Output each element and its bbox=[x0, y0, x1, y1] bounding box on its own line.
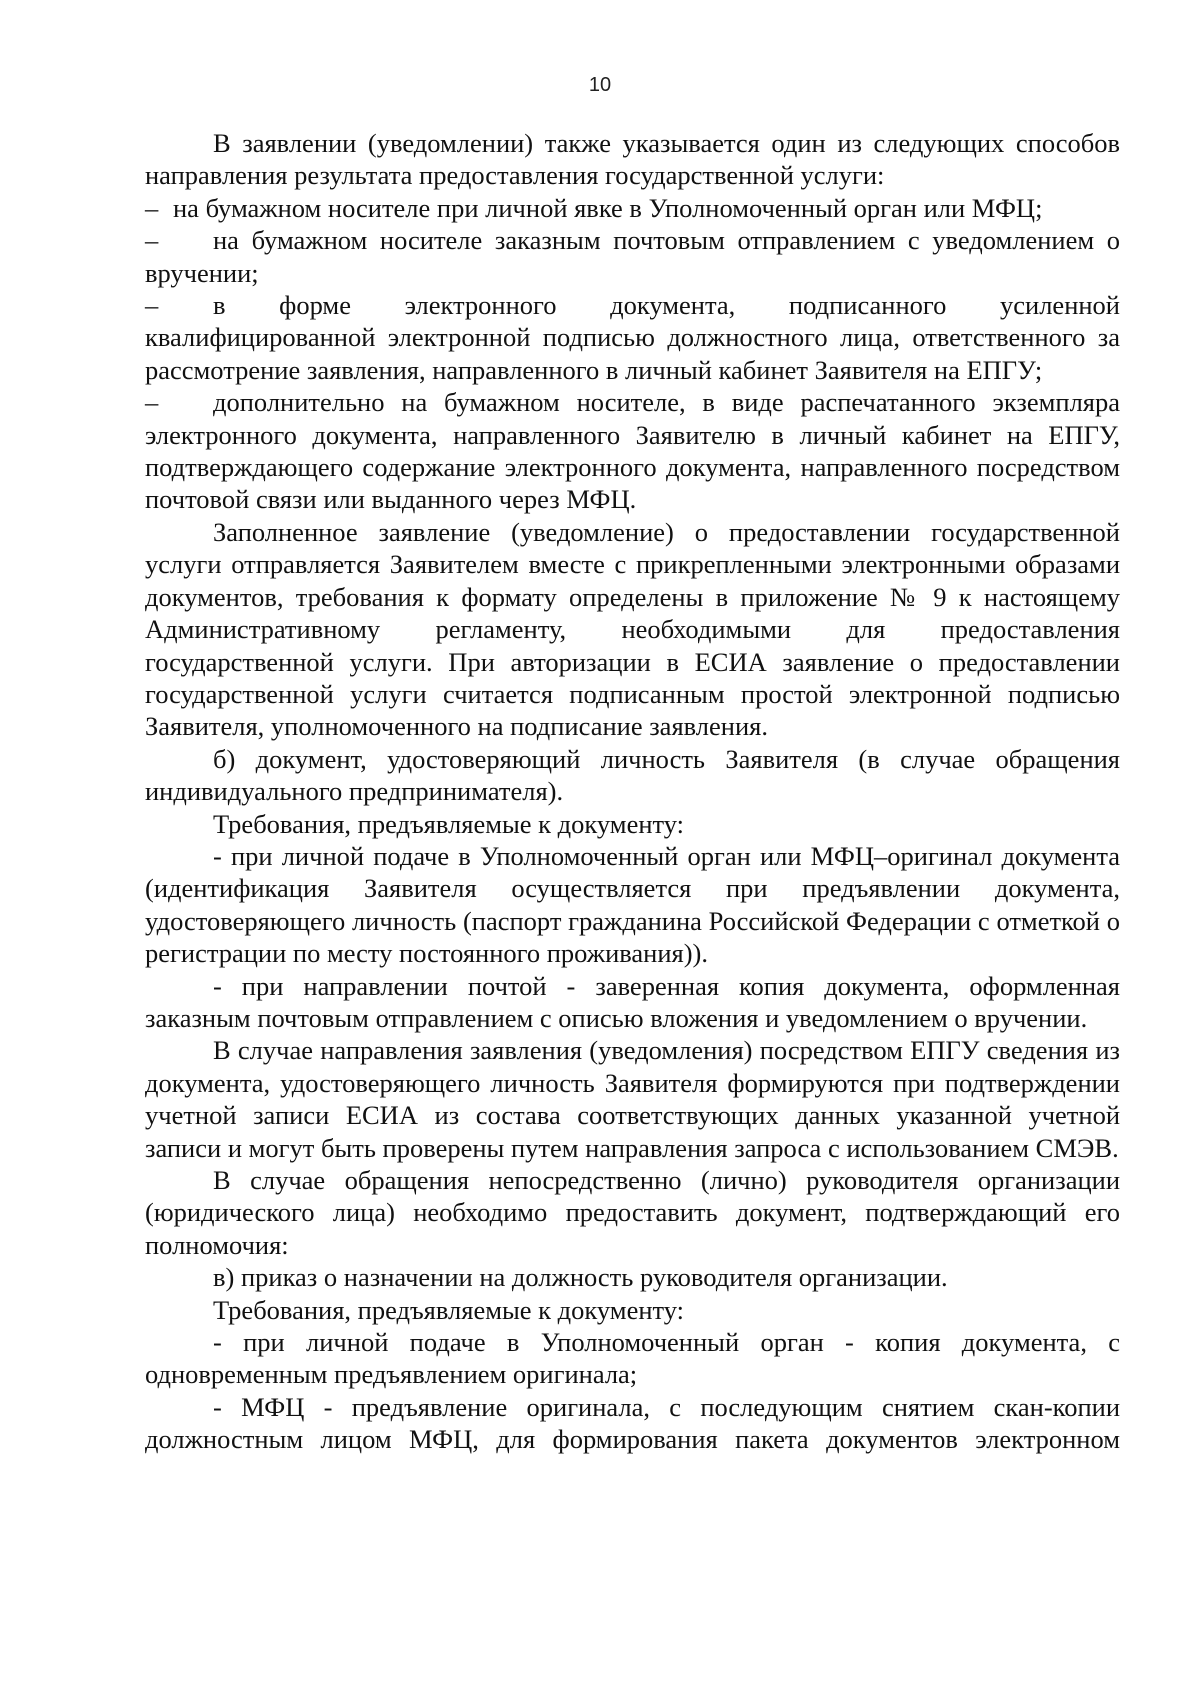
list-item-paper-in-person bbox=[145, 192, 1120, 224]
paragraph: - при личной подаче в Уполномоченный орган или МФЦ–оригинал документа (идентификация Заявителя осуществляется при предъявлении документа, удостоверяющего личность (паспорт гражданина Российской Федерации с отметкой о регистрации по месту постоянного проживания)). bbox=[145, 840, 1120, 969]
paragraph: Требования, предъявляемые к документу: bbox=[213, 1294, 685, 1325]
paragraph: в) приказ о назначении на должность руководителя организации. bbox=[213, 1262, 948, 1293]
paragraph: - при личной подаче в Уполномоченный орган - копия документа, с одновременным предъявлением оригинала; bbox=[145, 1327, 1120, 1390]
list-item-electronic bbox=[145, 289, 1120, 386]
paragraph: Заполненное заявление (уведомление) о предоставлении государственной услуги отправляется Заявителем вместе с прикрепленными электронными образами документов, требования к формату определены в приложение № 9 к настоящему Административному регламенту, необходимыми для предоставления государственной услуги. При авторизации в ЕСИА заявление о предоставлении государственной услуги считается подписанным простой электронной подписью Заявителя, уполномоченного на подписание заявления. bbox=[145, 516, 1120, 742]
list-item-text: на бумажном носителе при личной явке в Уполномоченный орган или МФЦ; bbox=[173, 192, 1043, 223]
list-item-paper-by-mail bbox=[145, 224, 1120, 289]
paragraph: В случае обращения непосредственно (лично) руководителя организации (юридического лица) необходимо предоставить документ, подтверждающий его полномочия: bbox=[145, 1165, 1120, 1260]
list-marker: – bbox=[145, 290, 159, 321]
list-marker: – bbox=[145, 225, 159, 256]
paragraph: В заявлении (уведомлении) также указывается один из следующих способов направления результата предоставления государственной услуги: bbox=[145, 128, 1120, 191]
paragraph: Требования, предъявляемые к документу: bbox=[213, 808, 685, 839]
list-marker: – bbox=[145, 387, 159, 418]
page-number: 10 bbox=[588, 74, 612, 96]
list-item-text: дополнительно на бумажном носителе, в виде распечатанного экземпляра электронного документа, направленного Заявителю в личный кабинет на ЕПГУ, подтверждающего содержание электронного документа, направленного посредством почтовой связи или выданного через МФЦ. bbox=[145, 387, 1120, 515]
list-item-text: на бумажном носителе заказным почтовым отправлением с уведомлением о вручении; bbox=[145, 225, 1120, 288]
paragraph: б) документ, удостоверяющий личность Заявителя (в случае обращения индивидуального предпринимателя). bbox=[145, 743, 1120, 807]
paragraph: - при направлении почтой - заверенная копия документа, оформленная заказным почтовым отправлением с описью вложения и уведомлением о вручении. bbox=[145, 970, 1120, 1033]
paragraph: В случае направления заявления (уведомления) посредством ЕПГУ сведения из документа, удостоверяющего личность Заявителя формируются при подтверждении учетной записи ЕСИА из состава соответствующих данных указанной учетной записи и могут быть проверены путем направления запроса с использованием СМЭВ. bbox=[145, 1035, 1120, 1163]
list-item-additional-paper bbox=[145, 386, 1120, 516]
list-item-text: в форме электронного документа, подписанного усиленной квалифицированной электронной подписью должностного лица, ответственного за рассмотрение заявления, направленного в личный кабинет Заявителя на ЕПГУ; bbox=[145, 290, 1120, 385]
paragraph: - МФЦ - предъявление оригинала, с последующим снятием скан-копии должностным лицом МФЦ, для формирования пакета документов электронном bbox=[145, 1391, 1120, 1455]
document-body bbox=[145, 127, 1120, 1456]
list-marker: – bbox=[145, 192, 159, 223]
